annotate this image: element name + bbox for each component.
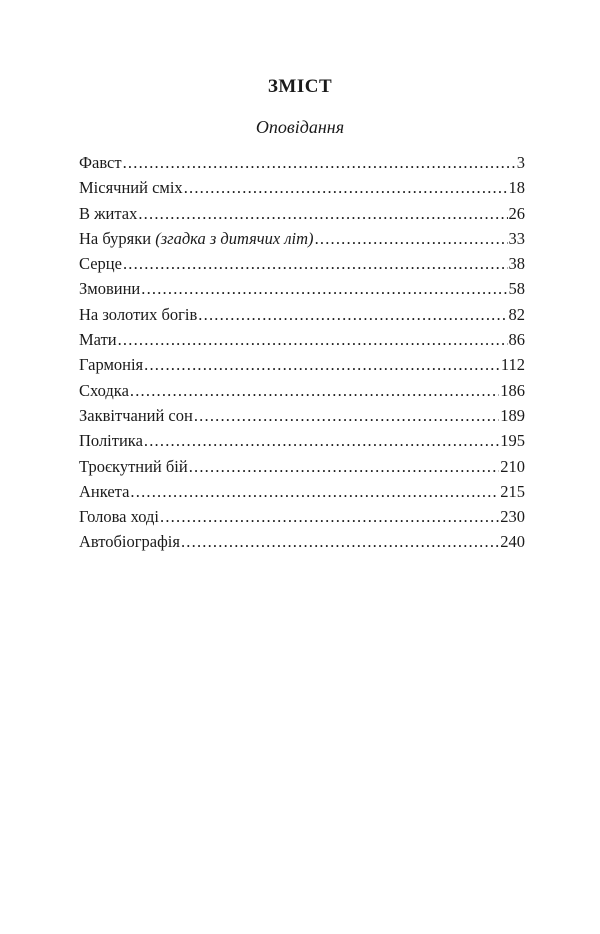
toc-entry[interactable] bbox=[79, 175, 525, 200]
toc-page-number: 195 bbox=[500, 431, 525, 451]
dot-leader bbox=[198, 302, 507, 327]
toc-page-number: 189 bbox=[500, 405, 525, 425]
toc-entry-title bbox=[79, 378, 129, 403]
toc-entry[interactable] bbox=[79, 302, 525, 327]
toc-entry[interactable] bbox=[79, 150, 525, 175]
toc-entry-title bbox=[79, 504, 159, 529]
toc-page-number: 86 bbox=[508, 330, 525, 350]
dot-leader bbox=[130, 378, 499, 403]
toc-entry-title bbox=[79, 428, 143, 453]
toc-entry[interactable] bbox=[79, 226, 525, 251]
toc-page-number: 230 bbox=[500, 507, 525, 527]
toc-entry-title bbox=[79, 403, 193, 428]
toc-entry[interactable] bbox=[79, 327, 525, 352]
toc-page-number: 186 bbox=[500, 380, 525, 400]
toc-entry-title-text: В житах bbox=[79, 203, 138, 223]
toc-page-number: 215 bbox=[500, 481, 525, 501]
dot-leader bbox=[184, 175, 508, 200]
toc-entry-title-text: Фавст bbox=[79, 153, 122, 172]
toc-entry-title bbox=[79, 276, 140, 301]
dot-leader bbox=[160, 504, 499, 529]
toc-entry[interactable] bbox=[79, 403, 525, 428]
toc-entry[interactable] bbox=[79, 276, 525, 301]
toc-entry-title bbox=[79, 529, 180, 554]
dot-leader bbox=[144, 352, 500, 377]
toc-page-number: 240 bbox=[500, 532, 525, 552]
toc-page-number: 112 bbox=[500, 355, 525, 375]
toc-entry-title-text: Автобіографія bbox=[79, 532, 180, 552]
toc-page-number: 210 bbox=[500, 456, 525, 476]
table-of-contents bbox=[79, 150, 525, 555]
dot-leader bbox=[123, 251, 508, 276]
toc-entry-title-text: Гармонія bbox=[79, 355, 144, 375]
toc-entry-title-text: Троєкутний бій bbox=[79, 456, 188, 476]
dot-leader bbox=[118, 327, 508, 352]
toc-entry-title bbox=[79, 251, 122, 276]
page-title: ЗМІСТ bbox=[267, 76, 333, 97]
toc-entry[interactable] bbox=[79, 201, 525, 226]
toc-page-number: 26 bbox=[508, 203, 525, 223]
toc-entry[interactable] bbox=[79, 428, 525, 453]
toc-entry-title bbox=[79, 175, 183, 200]
toc-entry-title-text: Анкета bbox=[79, 481, 130, 501]
toc-page-number: 3 bbox=[516, 153, 525, 172]
toc-entry-note: (згадка з дитячих літ) bbox=[155, 228, 314, 248]
toc-entry-title-text: Сходка bbox=[79, 380, 129, 400]
dot-leader bbox=[141, 276, 507, 301]
dot-leader bbox=[181, 529, 499, 554]
toc-entry-title bbox=[79, 201, 137, 226]
toc-entry[interactable] bbox=[79, 479, 525, 504]
toc-entry-title bbox=[79, 352, 143, 377]
toc-entry-title-text: На буряки bbox=[79, 228, 156, 248]
toc-page-number: 33 bbox=[508, 228, 525, 248]
toc-entry-title bbox=[79, 302, 197, 327]
toc-entry-title-text: Голова ході bbox=[79, 507, 160, 527]
dot-leader bbox=[123, 150, 516, 175]
toc-page-number: 58 bbox=[508, 279, 525, 299]
toc-entry[interactable] bbox=[79, 454, 525, 479]
toc-entry[interactable] bbox=[79, 378, 525, 403]
toc-entry[interactable] bbox=[79, 529, 525, 554]
dot-leader bbox=[194, 403, 499, 428]
dot-leader bbox=[138, 201, 507, 226]
section-title: Оповідання bbox=[255, 117, 345, 137]
toc-page-number: 82 bbox=[508, 304, 525, 324]
dot-leader bbox=[315, 226, 508, 251]
toc-entry-title bbox=[79, 150, 122, 175]
toc-entry-title bbox=[79, 226, 314, 251]
toc-page-number: 18 bbox=[508, 178, 525, 198]
toc-entry-title-text: Місячний сміх bbox=[79, 178, 183, 198]
toc-entry[interactable] bbox=[79, 251, 525, 276]
dot-leader bbox=[130, 479, 499, 504]
toc-page-number: 38 bbox=[508, 254, 525, 274]
toc-entry-title bbox=[79, 454, 188, 479]
dot-leader bbox=[189, 454, 500, 479]
toc-entry-title bbox=[79, 479, 129, 504]
toc-entry-title-text: Заквітчаний сон bbox=[79, 405, 193, 425]
toc-entry-title-text: Мати bbox=[79, 330, 117, 350]
toc-entry[interactable] bbox=[79, 504, 525, 529]
toc-entry-title-text: Політика bbox=[79, 431, 143, 451]
dot-leader bbox=[144, 428, 499, 453]
toc-entry-title-text: Серце bbox=[79, 254, 122, 274]
toc-entry-title-text: На золотих богів bbox=[79, 304, 198, 324]
toc-entry[interactable] bbox=[79, 352, 525, 377]
toc-entry-title-text: Змовини bbox=[79, 279, 141, 299]
toc-entry-title bbox=[79, 327, 117, 352]
